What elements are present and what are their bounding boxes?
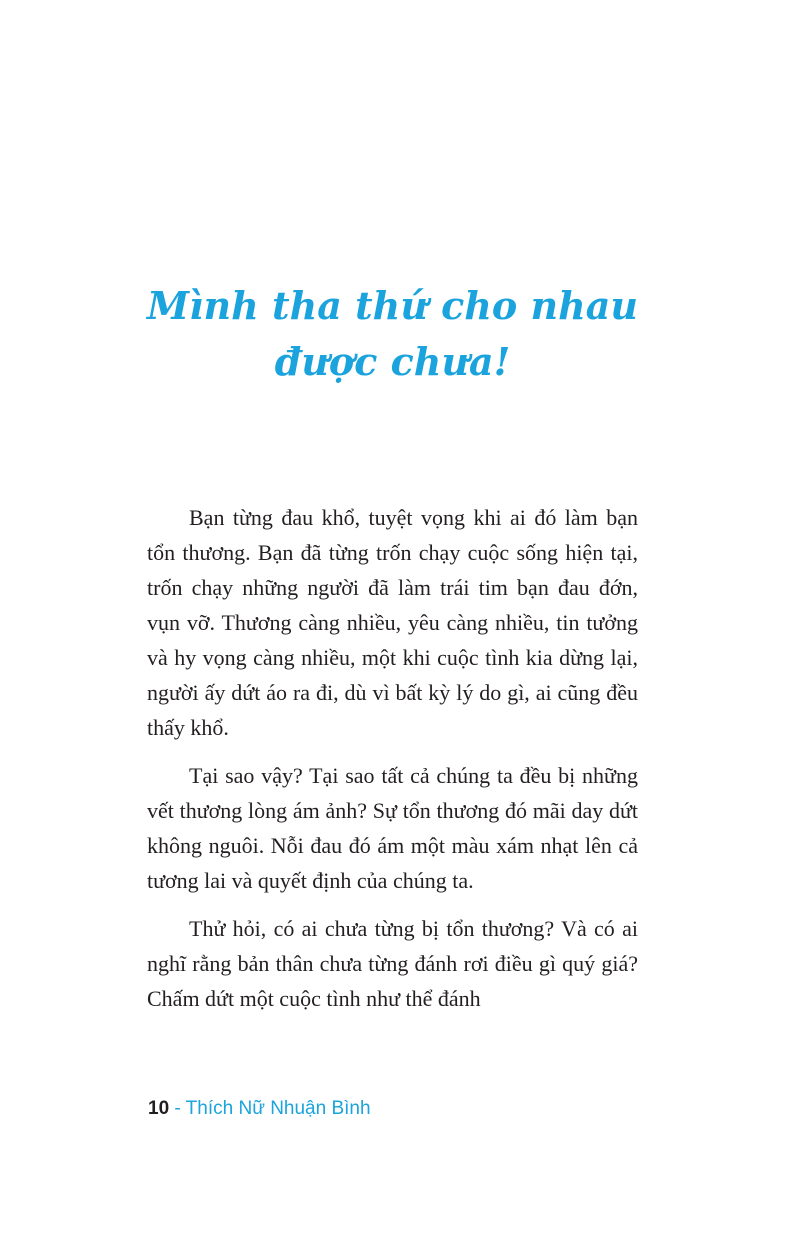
page-footer — [148, 1096, 371, 1122]
chapter-title — [100, 278, 685, 390]
paragraph-1: Bạn từng đau khổ, tuyệt vọng khi ai đó làm bạn tổn thương. Bạn đã từng trốn chạy cuộc sống hiện tại, trốn chạy những người đã làm trái tim bạn đau đớn, vụn vỡ. Thương càng nhiều, yêu càng nhiều, tin tưởng và hy vọng càng nhiều, một khi cuộc tình kia dừng lại, người ấy dứt áo ra đi, dù vì bất kỳ lý do gì, ai cũng đều thấy khổ. — [147, 505, 638, 740]
paragraph-2: Tại sao vậy? Tại sao tất cả chúng ta đều bị những vết thương lòng ám ảnh? Sự tổn thương đó mãi day dứt không nguôi. Nỗi đau đó ám một màu xám nhạt lên cả tương lai và quyết định của chúng ta. — [147, 763, 638, 893]
body-text — [147, 500, 638, 1029]
chapter-title-line-2: được chưa! — [274, 339, 511, 384]
paragraph-3: Thử hỏi, có ai chưa từng bị tổn thương? Và có ai nghĩ rằng bản thân chưa từng đánh rơi điều gì quý giá? Chấm dứt một cuộc tình như thể đánh — [147, 916, 638, 1011]
page-number: 10 — [148, 1098, 170, 1119]
chapter-title-line-1: Mình tha thứ cho nhau — [147, 283, 638, 328]
running-head-author: - Thích Nữ Nhuận Bình — [169, 1098, 371, 1119]
